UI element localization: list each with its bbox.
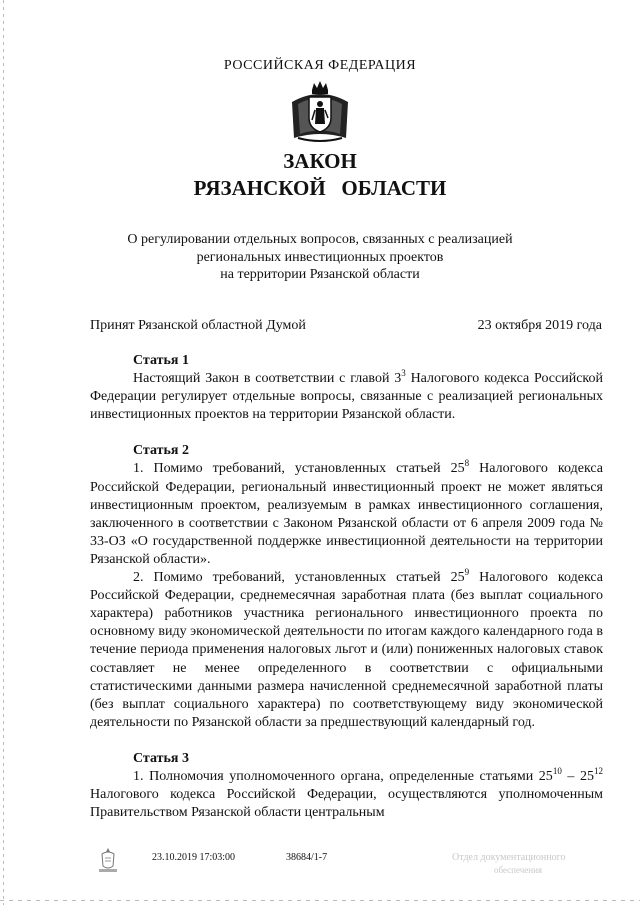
article-2-paragraph-2: 2. Помимо требований, установленных статьей $25^9$ Налогового кодекса Российской Федерации, среднемесячная заработная плата (без выплат социального характера) работников участника регионального инвестиционного проекта по основному виду экономической деятельности по итогам каждого календарного года в течение периода применения налоговых льгот и (или) пониженных налоговых ставок составляет не менее определенного в соответствии с официальными статистическими данными размера начисленной среднемесячной заработной платы (без выплат социального характера) по соответствующему виду экономической деятельности по Рязанской области за предшествующий календарный год. — [90, 567, 603, 730]
article-2-heading: Статья 2 — [133, 443, 189, 459]
article-1-heading: Статья 1 — [133, 353, 189, 368]
scan-edge-left — [3, 0, 4, 905]
law-subject-line-3: на территории Рязанской области — [220, 267, 420, 282]
law-title — [0, 148, 640, 202]
registration-number: 38684/1-7 — [286, 852, 328, 863]
adopting-body: Принят Рязанской областной Думой — [90, 318, 306, 333]
law-subject-line-1: О регулировании отдельных вопросов, связанных с реализацией — [127, 232, 513, 247]
law-title-line-1: ЗАКОН — [283, 149, 357, 173]
registration-footer — [0, 852, 640, 882]
ryazan-coat-of-arms-icon — [288, 80, 352, 144]
adoption-date: 23 октября 2019 года — [477, 318, 602, 333]
article-1-paragraph: Настоящий Закон в соответствии с главой $3^3$ Налогового кодекса Российской Федерации регулирует отдельные вопросы, связанные с реализацией региональных инвестиционных проектов на территории Рязанской области. — [90, 368, 604, 423]
article-3-heading: Статья 3 — [133, 750, 189, 766]
faded-stamp-text-2: обеспечения — [494, 865, 543, 875]
article-3-paragraph-1: 1. Полномочия уполномоченного органа, определенные статьями $25^{10} - 25^{12}$ Налогового кодекса Российской Федерации, осуществляются уполномоченным Правительством Рязанской области центральным — [90, 765, 604, 821]
law-subject-line-2: региональных инвестиционных проектов — [196, 249, 444, 265]
scan-edge-bottom — [0, 900, 640, 901]
registry-logo-icon — [96, 846, 120, 874]
law-body — [90, 352, 603, 822]
law-subject — [0, 231, 640, 284]
country-heading: РОССИЙСКАЯ ФЕДЕРАЦИЯ — [223, 58, 417, 73]
faded-stamp-text-1: Отдел документационного — [452, 852, 566, 863]
article-2-paragraph-1: 1. Помимо требований, установленных статьей $25^8$ Налогового кодекса Российской Федерации, региональный инвестиционный проект не может являться инвестиционным проектом, реализуемым в рамках инвестиционного соглашения, заключенного в соответствии с Законом Рязанской области от 6 апреля 2009 года № 33-ОЗ «О государственной поддержке инвестиционной деятельности на территории Рязанской области». — [90, 458, 603, 567]
registration-timestamp: 23.10.2019 17:03:00 — [152, 852, 236, 863]
law-title-line-2: РЯЗАНСКОЙ ОБЛАСТИ — [193, 176, 447, 200]
